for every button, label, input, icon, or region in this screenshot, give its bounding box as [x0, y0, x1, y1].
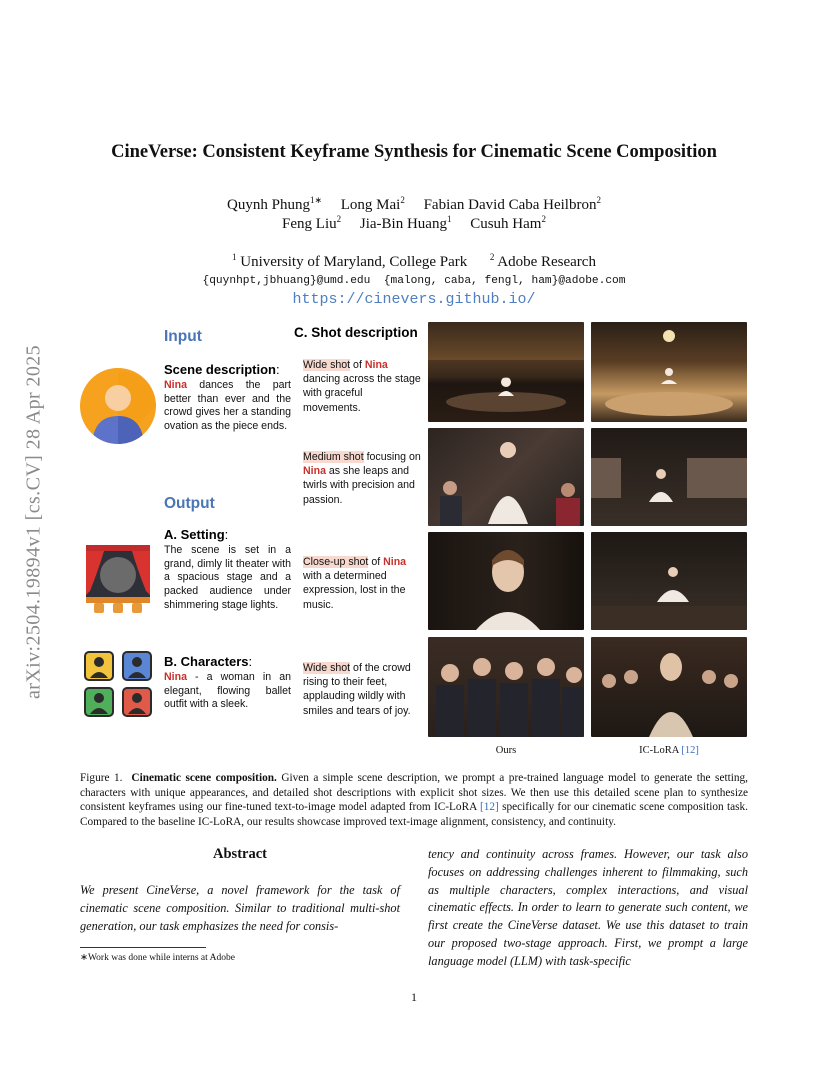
setting-text: The scene is set in a grand, dimly lit theater with a spacious stage and a packed audience under shimmering stage lights.: [164, 544, 291, 611]
keyframe-iclora-1: [591, 322, 747, 422]
shot-description-1: Wide shot of Nina dancing across the stage with graceful movements.: [303, 359, 421, 414]
keyframe-ours-4: [428, 637, 584, 737]
characters-label: B. Characters:: [164, 654, 253, 669]
arxiv-stamp: arXiv:2504.19894v1 [cs.CV] 28 Apr 2025: [22, 344, 45, 700]
shot-description-4: Wide shot of the crowd rising to their feet, applauding wildly with smiles and tears of joy.: [303, 662, 411, 717]
author: Fabian David Caba Heilbron$^2$: [423, 195, 601, 213]
column-label-iclora: IC-LoRA [12]: [639, 745, 699, 756]
author: Cusuh Ham$^2$: [470, 214, 546, 232]
abstract-heading: Abstract: [213, 846, 267, 862]
page-number: 1: [411, 990, 417, 1004]
input-heading: Input: [164, 328, 202, 345]
scene-description-label: Scene description:: [164, 362, 280, 377]
author: Long Mai$^2$: [340, 195, 405, 213]
abstract-text-right: tency and continuity across frames. However, our task also focuses on addressing challenges inherent to filmmaking, such as multiple characters, complex interactions, and visual cinematic effects. In order to learn to generate such content, we first create the CineVerse dataset. We use this dataset to train our proposed two-stage approach. First, we prompt a large language model (LLM) with task-specific: [428, 847, 748, 968]
shot-description-2: Medium shot focusing on Nina as she leaps and twirls with precision and passion.: [303, 451, 421, 506]
author: Jia-Bin Huang$^1$: [359, 214, 452, 232]
output-heading: Output: [164, 495, 215, 512]
characters-text: Nina - a woman in an elegant, flowing ballet outfit with a sleek.: [164, 671, 291, 711]
keyframe-iclora-2: [591, 428, 747, 526]
avatar-icon: [80, 368, 156, 444]
figure-caption: Figure 1. Cinematic scene composition. Given a simple scene description, we prompt a pre-trained language model to generate the setting, characters with unique appearances, and detailed shot descriptions with explicit shot sizes. We then use this detailed scene plan to synthesize consistent keyframes using our fine-tuned text-to-image model adapted from IC-LoRA [12] specifically for our cinematic scene composition task. Compared to the baseline IC-LoRA, our results showcase improved text-image alignment, consistency, and continuity.: [80, 772, 748, 828]
setting-label: A. Setting:: [164, 527, 229, 542]
keyframe-ours-2: [428, 428, 584, 526]
keyframe-iclora-4: [591, 637, 747, 737]
author: Quynh Phung$^{1∗}$: [227, 195, 323, 213]
keyframe-ours-1: [428, 322, 584, 422]
footnote: ∗Work was done while interns at Adobe: [80, 953, 235, 963]
paper-title: CineVerse: Consistent Keyframe Synthesis for Cinematic Scene Composition: [111, 142, 717, 162]
author: Feng Liu$^2$: [282, 214, 342, 232]
authors-line-1: [0, 195, 828, 214]
affiliations: $^1$ University of Maryland, College Park $^2$ Adobe Research: [232, 252, 596, 270]
scene-description-text: Nina dances the part better than ever and the crowd gives her a standing ovation as the piece ends.: [164, 379, 291, 433]
characters-icon: [83, 650, 155, 718]
abstract-text-left: We present CineVerse, a novel framework for the task of cinematic scene composition. Similar to traditional multi-shot generation, our task emphasizes the need for consis-: [80, 883, 400, 933]
column-label-ours: Ours: [495, 745, 517, 756]
shot-description-3: Close-up shot of Nina with a determined expression, lost in the music.: [303, 556, 407, 611]
authors-line-2: [0, 214, 828, 233]
keyframe-iclora-3: [591, 532, 747, 630]
footnote-divider: [80, 947, 206, 948]
theater-icon: [80, 541, 156, 615]
emails: {quynhpt,jbhuang}@umd.edu {malong, caba, fengl, ham}@adobe.com: [202, 275, 626, 287]
project-url[interactable]: https://cinevers.github.io/: [292, 291, 536, 308]
keyframe-ours-3: [428, 532, 584, 630]
shot-description-heading: C. Shot description: [294, 325, 418, 340]
